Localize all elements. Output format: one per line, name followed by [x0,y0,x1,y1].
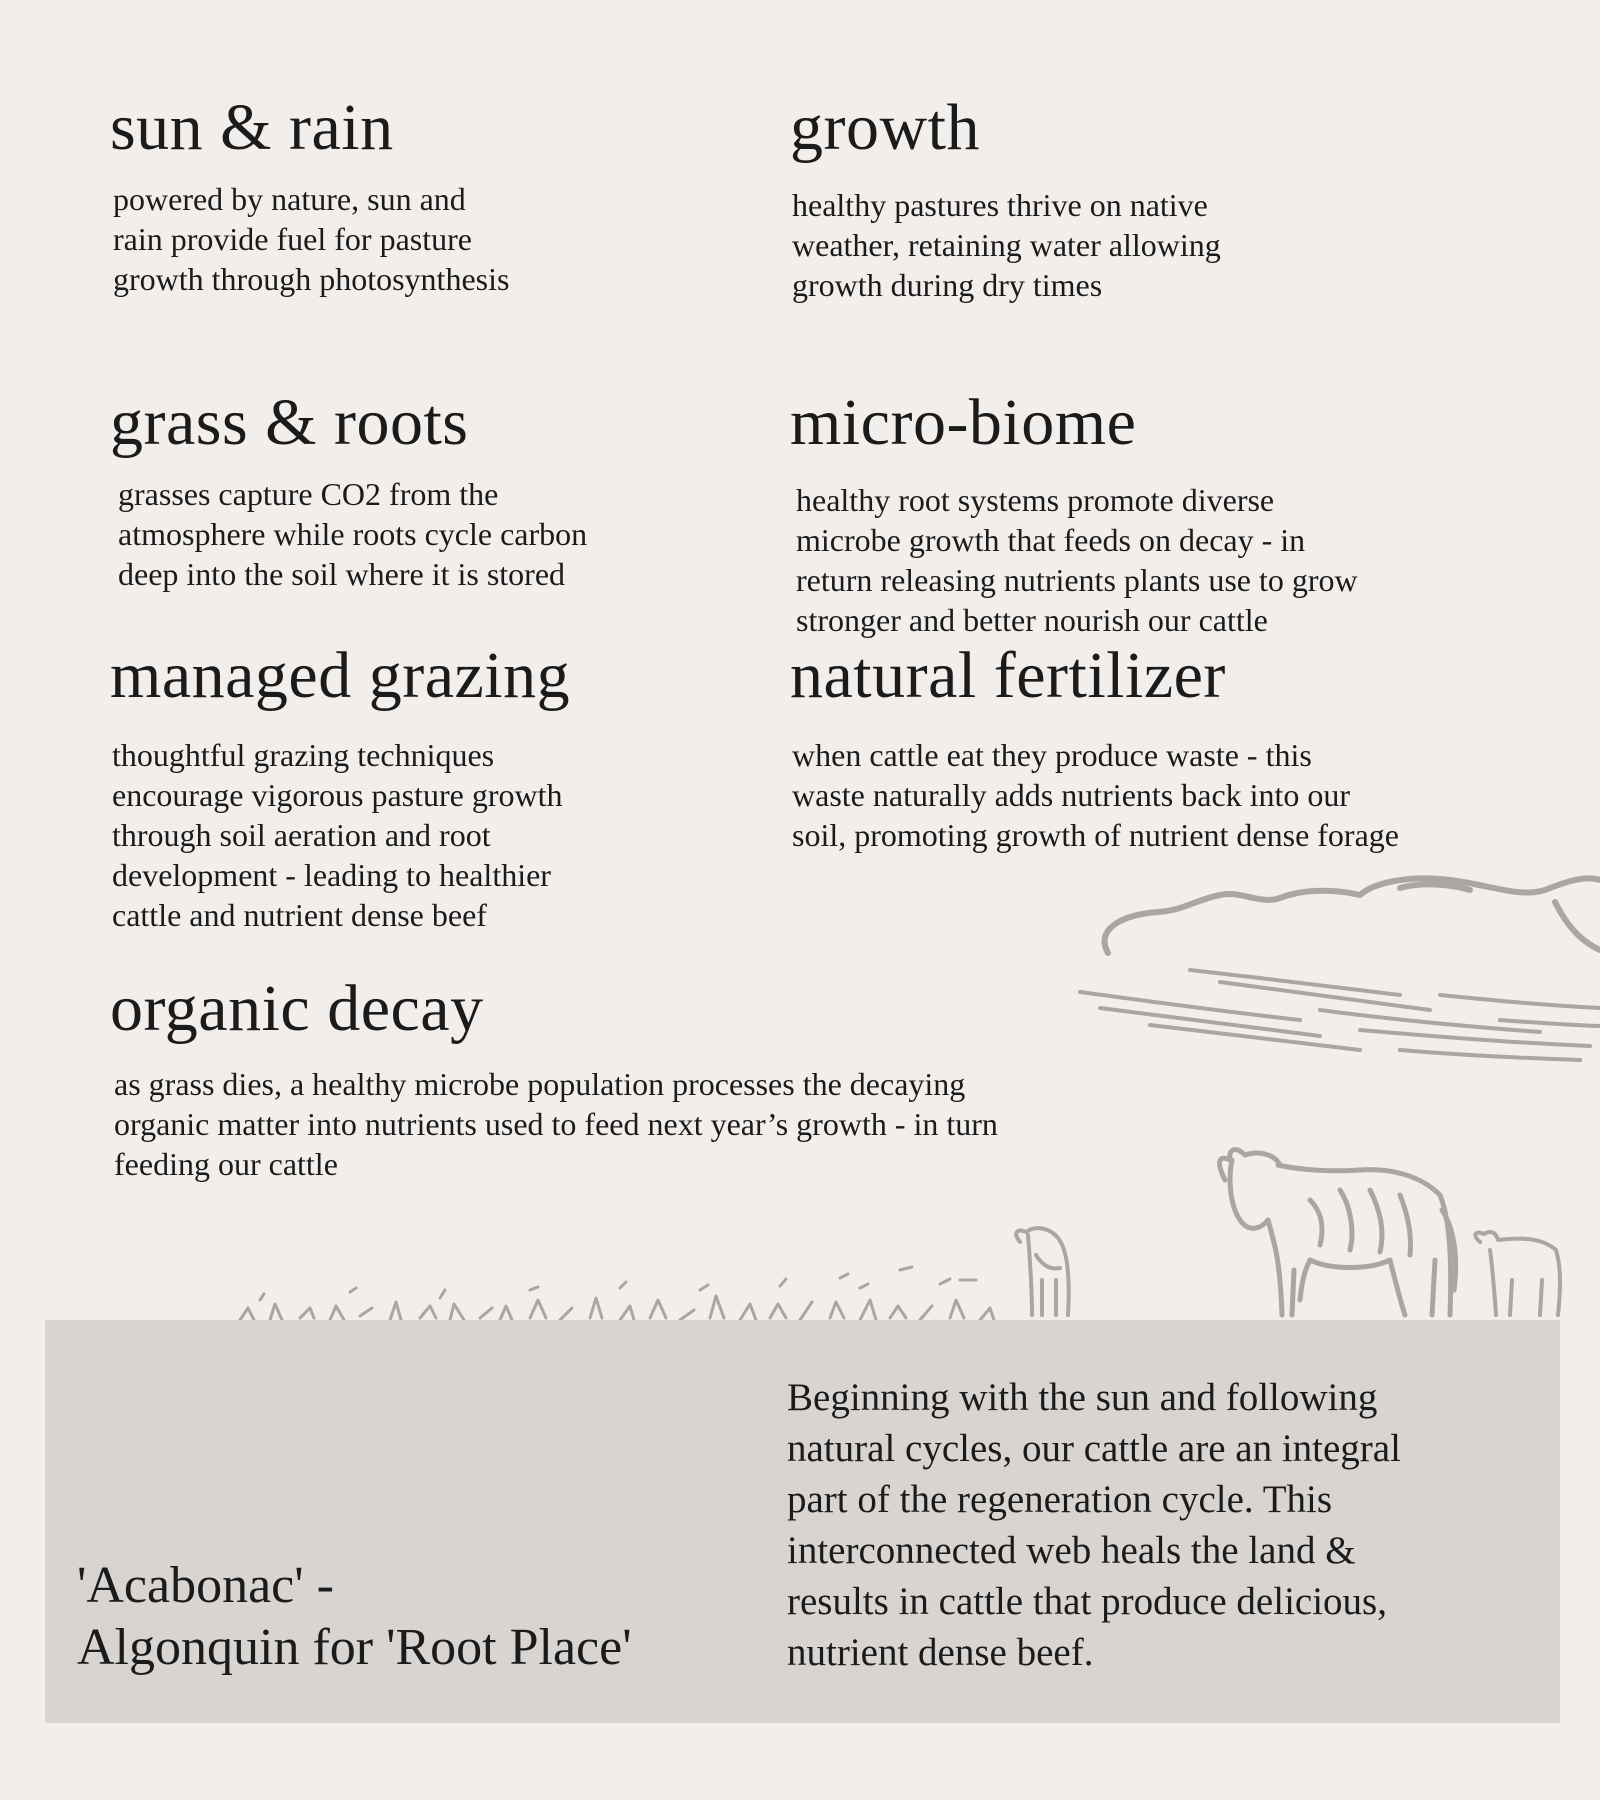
calf-illustration [1475,1232,1560,1315]
footer-panel [45,1320,1560,1723]
section-micro-biome [790,386,1358,640]
section-growth [790,91,1221,305]
section-body: healthy root systems promote diverse microbe growth that feeds on decay - in return releasing nutrients plants use to grow stronger and better nourish our cattle [796,482,1358,638]
wind-lines [1080,970,1600,1060]
section-natural-fertilizer [790,639,1399,855]
section-body: grasses capture CO2 from the atmosphere while roots cycle carbon deep into the soil where it is stored [118,476,588,592]
grass-illustration [240,1267,994,1320]
section-title: managed grazing [110,639,571,712]
section-sun-rain [110,91,510,299]
section-body: powered by nature, sun and rain provide fuel for pasture growth through photosynthesis [113,181,510,297]
footer-tagline: 'Acabonac' - Algonquin for 'Root Place' [77,1557,632,1676]
cow-illustration [1220,1150,1456,1315]
section-title: natural fertilizer [790,639,1226,712]
cloud-illustration [1105,878,1600,953]
section-body: thoughtful grazing techniques encourage vigorous pasture growth through soil aeration and root development - leading to healthier cattle and nutrient dense beef [112,737,563,933]
section-title: sun & rain [110,91,394,164]
section-title: micro-biome [790,386,1137,459]
section-body: as grass dies, a healthy microbe population processes the decaying organic matter into nutrients used to feed next year’s growth - in turn feeding our cattle [114,1066,998,1182]
section-body: when cattle eat they produce waste - this waste naturally adds nutrients back into our soil, promoting growth of nutrient dense forage [792,737,1399,853]
calf-illustration [1016,1228,1068,1315]
section-title: growth [790,91,980,164]
pasture-illustration [200,860,1600,1330]
section-title: organic decay [110,972,484,1045]
section-body: healthy pastures thrive on native weather, retaining water allowing growth during dry times [792,187,1221,303]
section-grass-roots [110,386,588,594]
section-title: grass & roots [110,386,469,459]
footer-body: Beginning with the sun and following natural cycles, our cattle are an integral part of the regeneration cycle. This interconnected web heals the land & results in cattle that produce delicious, nutrient dense beef. [787,1376,1401,1674]
